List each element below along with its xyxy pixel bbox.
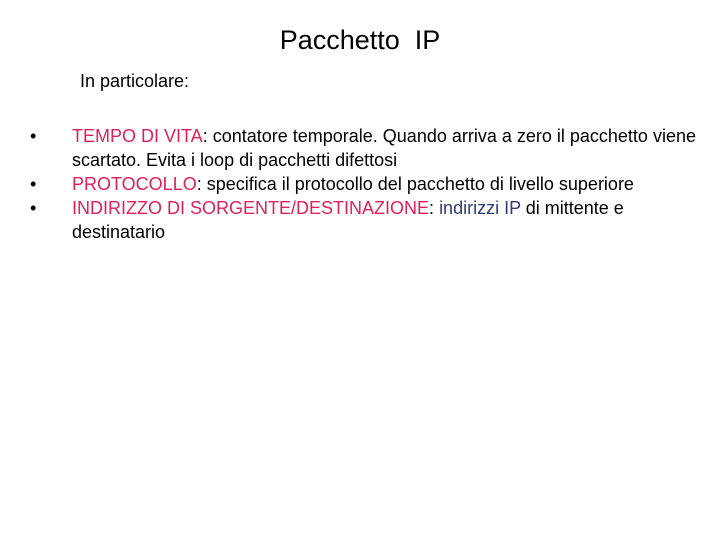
- bullet-icon: •: [30, 198, 37, 218]
- term-tempo-di-vita: TEMPO DI VITA: [72, 126, 203, 146]
- term-protocollo: PROTOCOLLO: [72, 174, 197, 194]
- term-separator: :: [196, 174, 202, 194]
- bullet-text: contatore temporale. Quando arriva a zero il pacchetto viene scartato. Evita i loop di pacchetti difettosi: [72, 126, 696, 170]
- term-separator: :: [202, 126, 208, 146]
- ref-indirizzi-ip: indirizzi IP: [439, 198, 521, 218]
- list-item: [30, 196, 700, 244]
- bullet-icon: •: [30, 174, 37, 194]
- list-item: [30, 124, 700, 172]
- bullet-text: di mittente e destinatario: [72, 198, 624, 242]
- list-item: [30, 172, 700, 196]
- bullet-icon: •: [30, 126, 37, 146]
- term-indirizzo: INDIRIZZO DI SORGENTE/DESTINAZIONE: [72, 198, 430, 218]
- bullet-list: [30, 124, 700, 244]
- slide-title: Pacchetto IP: [279, 25, 441, 55]
- term-separator: :: [429, 198, 435, 218]
- bullet-text: specifica il protocollo del pacchetto di livello superiore: [201, 174, 634, 194]
- intro-text: In particolare:: [80, 71, 190, 91]
